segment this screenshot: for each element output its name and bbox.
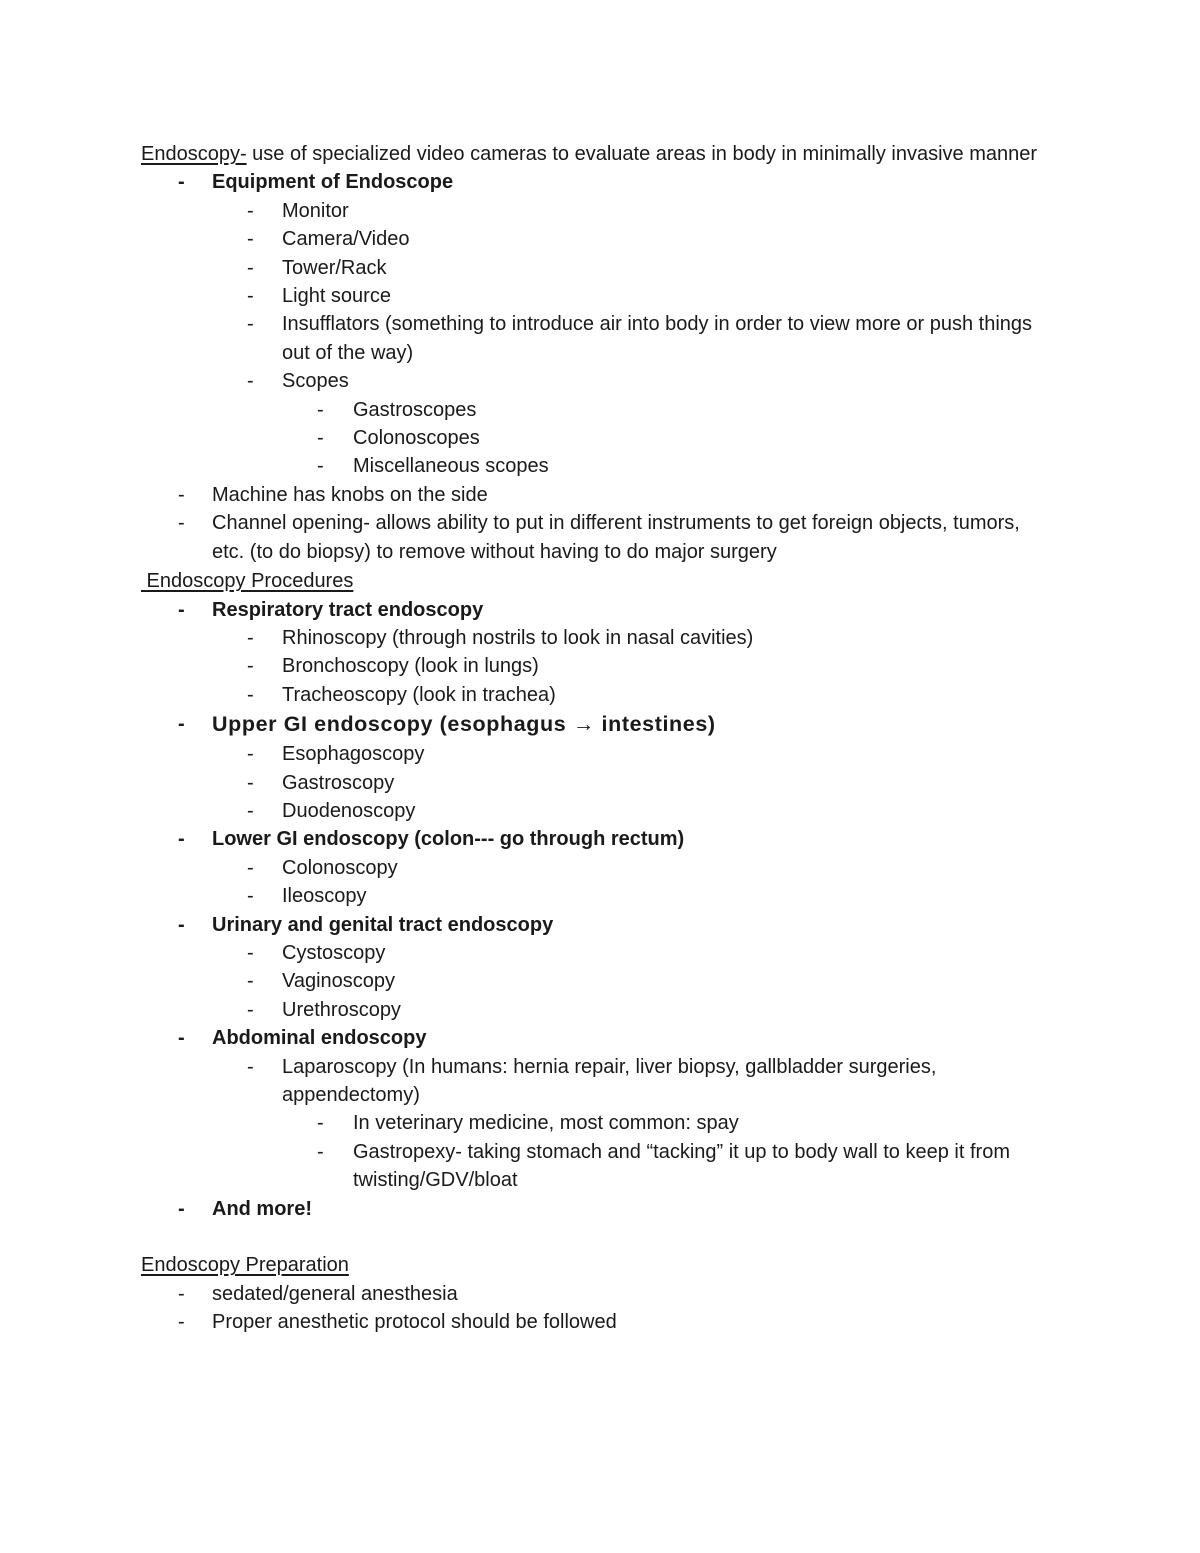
bullet-dash: - <box>247 856 254 879</box>
equipment-heading-item <box>141 168 1041 196</box>
list-item: - Duodenoscopy <box>141 797 1041 825</box>
preparation-heading-line <box>141 1251 1041 1279</box>
bullet-dash: - <box>247 743 254 766</box>
list-item: - Miscellaneous scopes <box>141 452 1041 480</box>
list-item: - Bronchoscopy (look in lungs) <box>141 652 1041 680</box>
preparation-heading: Endoscopy Preparation <box>141 1254 349 1277</box>
list-item: - Channel opening- allows ability to put in different instruments to get foreign objects, tumors, etc. (to do biopsy) to remove without having to do major surgery <box>141 509 1041 566</box>
bullet-dash: - <box>317 1112 324 1135</box>
category-heading: - And more! <box>141 1195 1041 1223</box>
bullet-dash: - <box>178 1311 185 1334</box>
list-item: - Scopes <box>141 367 1041 395</box>
procedures-heading-line <box>141 567 1041 595</box>
bullet-dash: - <box>247 626 254 649</box>
list-item: - Vaginoscopy <box>141 967 1041 995</box>
procedures-heading: Endoscopy Procedures <box>141 570 354 593</box>
category-heading: - Lower GI endoscopy (colon--- go through rectum) <box>141 825 1041 853</box>
list-item: - Machine has knobs on the side <box>141 481 1041 509</box>
bullet-dash: - <box>247 941 254 964</box>
list-item: - Colonoscopes <box>141 424 1041 452</box>
list-item: - Gastroscopy <box>141 769 1041 797</box>
bullet-dash: - <box>178 913 185 936</box>
bullet-dash: - <box>178 713 185 736</box>
category-heading: - Abdominal endoscopy <box>141 1024 1041 1052</box>
category-heading: - Urinary and genital tract endoscopy <box>141 911 1041 939</box>
bullet-dash: - <box>178 1027 185 1050</box>
bullet-dash: - <box>178 171 185 194</box>
list-item: - Laparoscopy (In humans: hernia repair, liver biopsy, gallbladder surgeries, appendectomy) <box>141 1053 1041 1110</box>
intro-definition: use of specialized video cameras to evaluate areas in body in minimally invasive manner <box>246 143 1038 165</box>
bullet-dash: - <box>247 885 254 908</box>
list-item: - Gastropexy- taking stomach and “tacking” it up to body wall to keep it from twisting/GDV/bloat <box>141 1138 1041 1195</box>
list-item: - Gastroscopes <box>141 396 1041 424</box>
list-item: - Tracheoscopy (look in trachea) <box>141 681 1041 709</box>
bullet-dash: - <box>247 228 254 251</box>
bullet-dash: - <box>247 799 254 822</box>
bullet-dash: - <box>317 1140 324 1163</box>
bullet-dash: - <box>247 256 254 279</box>
bullet-dash: - <box>317 455 324 478</box>
bullet-dash: - <box>178 598 185 621</box>
bullet-dash: - <box>178 483 185 506</box>
bullet-dash: - <box>247 285 254 308</box>
list-item: - Ileoscopy <box>141 882 1041 910</box>
list-item: - Camera/Video <box>141 225 1041 253</box>
bullet-dash: - <box>247 771 254 794</box>
bullet-dash: - <box>247 313 254 336</box>
list-item: - Monitor <box>141 197 1041 225</box>
equipment-heading: Equipment of Endoscope <box>212 171 454 194</box>
document-page <box>141 140 1041 1337</box>
bullet-dash: - <box>247 998 254 1021</box>
list-item: - Colonoscopy <box>141 854 1041 882</box>
category-heading: - Respiratory tract endoscopy <box>141 596 1041 624</box>
bullet-dash: - <box>317 398 324 421</box>
list-item: - Insufflators (something to introduce air into body in order to view more or push things out of the way) <box>141 310 1041 367</box>
blank-line <box>141 1223 1041 1251</box>
list-item: - Light source <box>141 282 1041 310</box>
list-item: - sedated/general anesthesia <box>141 1280 1041 1308</box>
bullet-dash: - <box>247 683 254 706</box>
list-item: - Cystoscopy <box>141 939 1041 967</box>
list-item: - Tower/Rack <box>141 254 1041 282</box>
list-item: - In veterinary medicine, most common: spay <box>141 1109 1041 1137</box>
bullet-dash: - <box>247 199 254 222</box>
bullet-dash: - <box>247 370 254 393</box>
category-heading: - Upper GI endoscopy (esophagus → intestines) <box>141 709 1041 740</box>
list-item: - Rhinoscopy (through nostrils to look in nasal cavities) <box>141 624 1041 652</box>
bullet-dash: - <box>178 512 185 535</box>
intro-term: Endoscopy- <box>141 143 247 165</box>
list-item: - Proper anesthetic protocol should be followed <box>141 1308 1041 1336</box>
bullet-dash: - <box>247 970 254 993</box>
bullet-dash: - <box>317 427 324 450</box>
bullet-dash: - <box>178 828 185 851</box>
bullet-dash: - <box>178 1197 185 1220</box>
bullet-dash: - <box>247 1055 254 1078</box>
intro-paragraph <box>141 140 1041 168</box>
list-item: - Urethroscopy <box>141 996 1041 1024</box>
bullet-dash: - <box>247 655 254 678</box>
list-item: - Esophagoscopy <box>141 740 1041 768</box>
bullet-dash: - <box>178 1282 185 1305</box>
